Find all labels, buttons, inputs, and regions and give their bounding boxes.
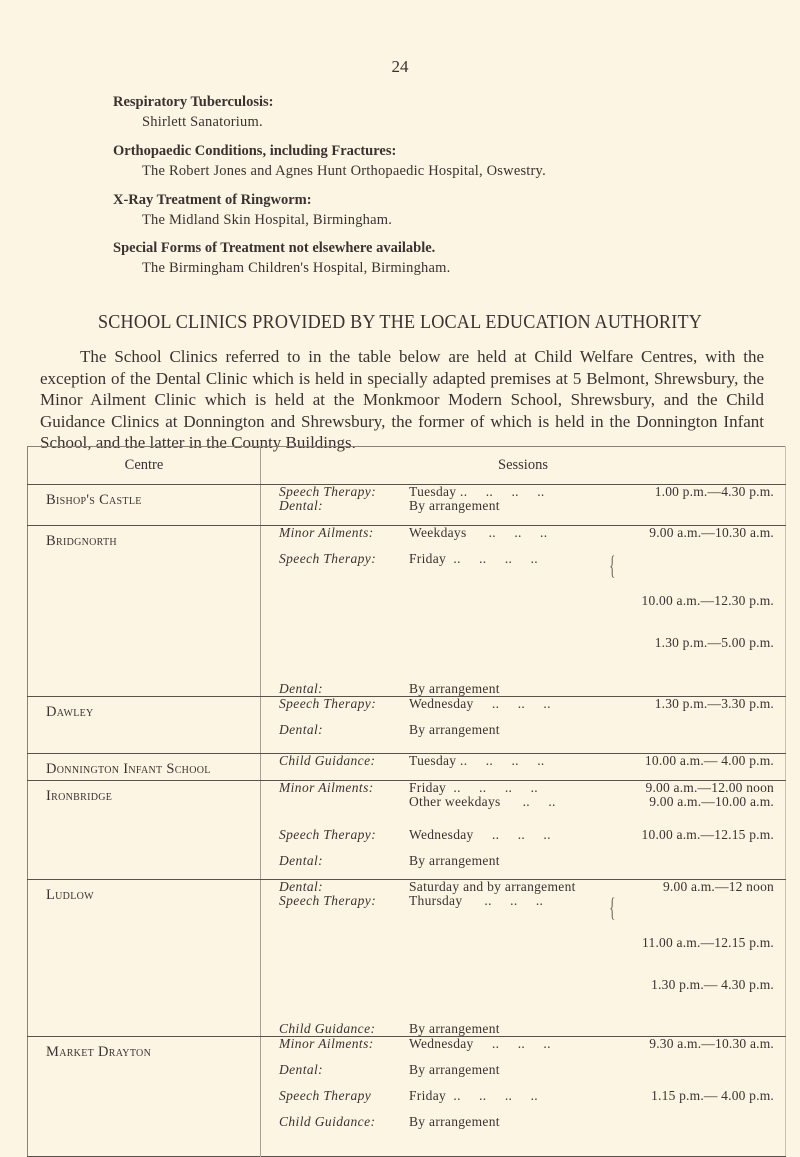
session-time: 9.00 a.m.—10.00 a.m. [649, 794, 774, 809]
session-day: Friday .. .. .. .. [409, 1088, 538, 1103]
brace-icon: { [609, 893, 616, 922]
session-time [614, 1115, 774, 1129]
service-type: Speech Therapy: [279, 484, 377, 499]
session-line [279, 723, 785, 737]
session-time [614, 723, 774, 737]
session-time-group [609, 551, 774, 678]
table-row [28, 526, 786, 697]
session-day: Tuesday .. .. .. .. [409, 484, 545, 499]
session-time: 9.00 a.m.—10.30 a.m. [649, 525, 774, 540]
session-line [279, 682, 785, 696]
hospital-heading: Respiratory Tuberculosis: [113, 94, 274, 110]
service-type: Speech Therapy: [279, 696, 377, 711]
table-row [28, 697, 786, 754]
centre-name: Dawley [46, 704, 94, 720]
session-day: By arrangement [409, 1021, 500, 1036]
column-header-centre: Centre [28, 447, 261, 485]
session-line [279, 1089, 785, 1103]
session-day: By arrangement [409, 498, 500, 513]
session-line [279, 697, 785, 711]
session-time: 10.00 a.m.—12.30 p.m. [641, 593, 774, 608]
session-line [279, 499, 785, 513]
session-day: By arrangement [409, 1114, 500, 1129]
session-day: Wednesday .. .. .. [409, 1036, 551, 1051]
centre-name: Bishop's Castle [46, 492, 142, 508]
session-line [279, 485, 785, 499]
service-type: Dental: [279, 681, 324, 696]
hospital-entry [113, 190, 763, 230]
session-day: By arrangement [409, 722, 500, 737]
session-time-group [609, 893, 774, 1020]
service-type: Minor Ailments: [279, 525, 374, 540]
session-time: 10.00 a.m.— 4.00 p.m. [644, 753, 774, 768]
session-day: Thursday .. .. .. [409, 893, 544, 908]
centre-name: Ludlow [46, 887, 94, 903]
service-type: Dental: [279, 1062, 324, 1077]
session-time [614, 682, 774, 696]
section-title: SCHOOL CLINICS PROVIDED BY THE LOCAL EDUCATION AUTHORITY [97, 312, 703, 333]
session-day: Saturday and by arrangement [409, 879, 576, 894]
session-day: By arrangement [409, 853, 500, 868]
session-day: Wednesday .. .. .. [409, 696, 551, 711]
session-time: 1.30 p.m.—5.00 p.m. [654, 635, 774, 650]
session-line [279, 795, 785, 809]
service-type: Speech Therapy: [279, 893, 377, 908]
session-line [279, 552, 785, 678]
session-day: Friday .. .. .. .. [409, 551, 538, 566]
hospital-detail: The Robert Jones and Agnes Hunt Orthopaedic Hospital, Oswestry. [142, 163, 546, 179]
hospital-entry [113, 92, 763, 132]
session-line [279, 1115, 785, 1129]
session-line [279, 880, 785, 894]
service-type: Speech Therapy: [279, 827, 377, 842]
session-day: Other weekdays .. .. [409, 794, 556, 809]
session-line [279, 1022, 785, 1036]
session-time [614, 854, 774, 868]
service-type: Child Guidance: [279, 753, 376, 768]
session-line [279, 828, 785, 842]
brace-icon: { [609, 551, 616, 580]
table-row [28, 1037, 786, 1157]
session-time [614, 499, 774, 513]
table-row [28, 781, 786, 880]
centre-name: Donnington Infant School [46, 761, 211, 777]
clinics-table [27, 446, 786, 1157]
session-time: 1.30 p.m.— 4.30 p.m. [651, 977, 774, 992]
centre-name: Ironbridge [46, 788, 113, 804]
hospital-detail: Shirlett Sanatorium. [142, 114, 263, 130]
session-line [279, 781, 785, 795]
session-line [279, 754, 785, 768]
session-time: 9.30 a.m.—10.30 a.m. [649, 1036, 774, 1051]
session-day: By arrangement [409, 681, 500, 696]
session-time: 1.00 p.m.—4.30 p.m. [654, 484, 774, 499]
service-type: Dental: [279, 498, 324, 513]
session-time [614, 1022, 774, 1036]
page-number: 24 [391, 57, 409, 76]
service-type: Child Guidance: [279, 1114, 376, 1129]
service-type: Dental: [279, 722, 324, 737]
session-line [279, 526, 785, 540]
session-day: Friday .. .. .. .. [409, 780, 538, 795]
table-row [28, 485, 786, 526]
service-type: Speech Therapy [279, 1088, 372, 1103]
service-type: Minor Ailments: [279, 1036, 374, 1051]
hospital-heading: Orthopaedic Conditions, including Fractures: [113, 143, 397, 159]
session-time: 1.30 p.m.—3.30 p.m. [654, 696, 774, 711]
hospital-entry [113, 238, 763, 278]
session-time [614, 1063, 774, 1077]
table-header-row [28, 447, 786, 485]
session-time: 11.00 a.m.—12.15 p.m. [642, 935, 774, 950]
hospital-detail: The Midland Skin Hospital, Birmingham. [142, 212, 393, 228]
service-type: Dental: [279, 879, 324, 894]
centre-name: Market Drayton [46, 1044, 152, 1060]
table-row [28, 754, 786, 781]
hospital-heading: Special Forms of Treatment not elsewhere available. [113, 240, 436, 256]
hospital-heading: X-Ray Treatment of Ringworm: [113, 192, 312, 208]
session-line [279, 1063, 785, 1077]
session-time: 9.00 a.m.—12 noon [662, 879, 774, 894]
session-day: Wednesday .. .. .. [409, 827, 551, 842]
service-type: Speech Therapy: [279, 551, 377, 566]
session-time: 1.15 p.m.— 4.00 p.m. [651, 1088, 774, 1103]
session-day: Weekdays .. .. .. [409, 525, 548, 540]
column-header-sessions: Sessions [261, 447, 786, 485]
centre-name: Bridgnorth [46, 533, 117, 549]
session-day: Tuesday .. .. .. .. [409, 753, 545, 768]
service-type: Child Guidance: [279, 1021, 376, 1036]
session-line [279, 894, 785, 1020]
session-line [279, 1037, 785, 1051]
service-type: Minor Ailments: [279, 780, 374, 795]
session-day: By arrangement [409, 1062, 500, 1077]
session-line [279, 854, 785, 868]
session-time: 9.00 a.m.—12.00 noon [645, 780, 774, 795]
hospital-detail: The Birmingham Children's Hospital, Birmingham. [142, 260, 451, 276]
service-type: Dental: [279, 853, 324, 868]
table-row [28, 880, 786, 1037]
session-time: 10.00 a.m.—12.15 p.m. [641, 827, 774, 842]
intro-paragraph: The School Clinics referred to in the table below are held at Child Welfare Centres, with the exception of the Dental Clinic which is held in specially adapted premises at 5 Belmont, Shrewsbury, the Minor Ailment Clinic which is held at the Monkmoor Modern School, Shrewsbury, and the Child Guidance Clinics at Donnington and Shrewsbury, the former of which is held in the Donnington Infant School, and the latter in the County Buildings. [40, 347, 764, 452]
service-type [279, 795, 409, 809]
hospital-entry [113, 141, 763, 181]
